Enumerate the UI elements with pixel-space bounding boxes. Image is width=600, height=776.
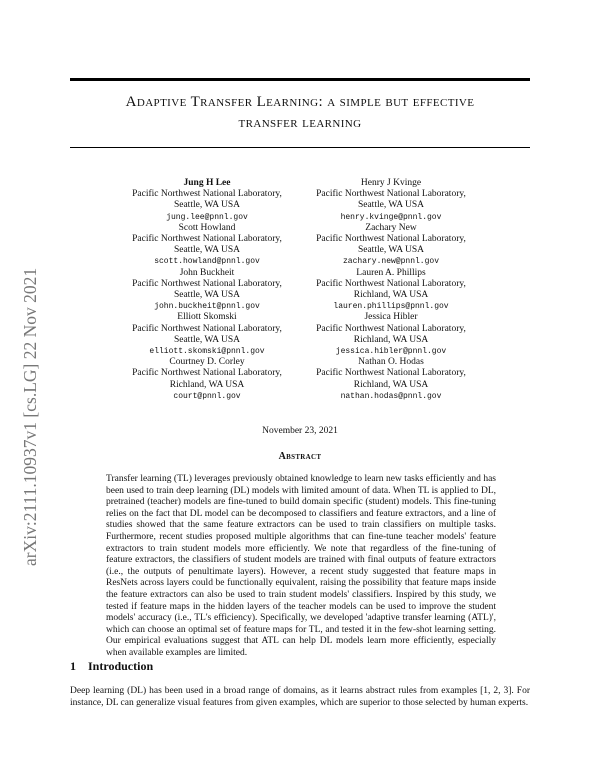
author-location: Seattle, WA USA bbox=[173, 245, 241, 256]
author-affiliation: Pacific Northwest National Laboratory, bbox=[316, 234, 466, 245]
author-location: Seattle, WA USA bbox=[357, 200, 425, 211]
author-name: Lauren A. Phillips bbox=[356, 267, 426, 278]
author-block bbox=[112, 357, 302, 402]
author-name: Zachary New bbox=[365, 222, 417, 233]
author-affiliation: Pacific Northwest National Laboratory, bbox=[132, 368, 282, 379]
author-name: Courtney D. Corley bbox=[169, 357, 245, 368]
author-email: court@pnnl.gov bbox=[173, 391, 241, 401]
author-affiliation: Pacific Northwest National Laboratory, bbox=[132, 189, 282, 200]
author-email: zachary.new@pnnl.gov bbox=[342, 257, 439, 267]
author-name: John Buckheit bbox=[179, 267, 235, 278]
title-bottom-rule bbox=[70, 147, 530, 148]
author-email: lauren.phillips@pnnl.gov bbox=[333, 302, 449, 312]
author-block bbox=[112, 178, 302, 223]
author-name: Jung H Lee bbox=[183, 178, 231, 188]
author-name: Scott Howland bbox=[178, 222, 236, 233]
section-title: Introduction bbox=[88, 659, 154, 673]
author-location: Richland, WA USA bbox=[353, 290, 429, 301]
author-affiliation: Pacific Northwest National Laboratory, bbox=[316, 189, 466, 200]
title-top-rule bbox=[70, 78, 530, 81]
author-location: Richland, WA USA bbox=[169, 379, 245, 390]
author-block bbox=[296, 312, 486, 357]
author-email: nathan.hodas@pnnl.gov bbox=[340, 391, 442, 401]
publication-date: November 23, 2021 bbox=[262, 426, 338, 436]
arxiv-identifier: arXiv:2111.10937v1 [cs.LG] 22 Nov 2021 bbox=[20, 267, 40, 566]
author-location: Richland, WA USA bbox=[353, 379, 429, 390]
authors-right-column bbox=[296, 178, 486, 402]
authors-left-column bbox=[112, 178, 302, 402]
author-block bbox=[112, 223, 302, 268]
author-email: henry.kvinge@pnnl.gov bbox=[340, 212, 442, 222]
author-block bbox=[112, 312, 302, 357]
author-affiliation: Pacific Northwest National Laboratory, bbox=[316, 368, 466, 379]
author-email: john.buckheit@pnnl.gov bbox=[154, 302, 260, 312]
intro-paragraph: Deep learning (DL) has been used in a broad range of domains, as it learns abstract rules from examples [1, 2, 3]. For instance, DL can generalize visual features from given examples, which are superior to those selected by human experts. bbox=[70, 686, 530, 708]
author-affiliation: Pacific Northwest National Laboratory, bbox=[132, 234, 282, 245]
abstract-text: Transfer learning (TL) leverages previously obtained knowledge to learn new tasks efficiently and has been used to train deep learning (DL) models with limited amount of data. When TL is applied to DL, pretrained (teacher) models are fine-tuned to build domain specific (student) models. This fine-tuning relies on the fact that DL model can be decomposed to classifiers and feature extractors, and a line of studies showed that the same feature extractors can be used to train classifiers on multiple tasks. Furthermore, recent studies proposed multiple algorithms that can fine-tune teacher models' feature extractors to train student models more efficiently. We note that regardless of the fine-tuning of feature extractors, the classifiers of student models are trained with final outputs of feature extractors (i.e., the outputs of penultimate layers). However, a recent study suggested that feature maps in ResNets across layers could be functionally equivalent, raising the possibility that feature maps inside the feature extractors can also be used to train student models' classifiers. Inspired by this study, we tested if feature maps in the hidden layers of the teacher models can be used to improve the student models' accuracy (i.e., TL's efficiency). Specifically, we developed 'adaptive transfer learning (ATL)', which can choose an optimal set of feature maps for TL, and tested it in the few-shot learning setting. Our empirical evaluations suggest that ATL can help DL models learn more efficiently, especially when available examples are limited. bbox=[106, 474, 496, 658]
author-affiliation: Pacific Northwest National Laboratory, bbox=[132, 323, 282, 334]
author-block bbox=[296, 268, 486, 313]
author-location: Seattle, WA USA bbox=[173, 334, 241, 345]
author-location: Seattle, WA USA bbox=[173, 200, 241, 211]
author-email: jung.lee@pnnl.gov bbox=[166, 212, 248, 222]
author-email: scott.howland@pnnl.gov bbox=[154, 257, 260, 267]
author-location: Richland, WA USA bbox=[353, 334, 429, 345]
paper-title bbox=[70, 92, 530, 134]
author-block bbox=[296, 178, 486, 223]
title-line-2: transfer learning bbox=[238, 115, 362, 131]
section-number: 1 bbox=[70, 659, 76, 673]
title-line-1: Adaptive Transfer Learning: a simple but effective bbox=[125, 94, 475, 110]
author-name: Henry J Kvinge bbox=[360, 178, 422, 188]
author-block bbox=[112, 268, 302, 313]
author-name: Nathan O. Hodas bbox=[358, 357, 424, 368]
author-name: Elliott Skomski bbox=[177, 312, 237, 323]
author-affiliation: Pacific Northwest National Laboratory, bbox=[132, 278, 282, 289]
author-block bbox=[296, 223, 486, 268]
abstract-heading: Abstract bbox=[278, 451, 322, 462]
author-name: Jessica Hibler bbox=[364, 312, 418, 323]
author-affiliation: Pacific Northwest National Laboratory, bbox=[316, 323, 466, 334]
section-heading bbox=[70, 659, 153, 674]
author-email: jessica.hibler@pnnl.gov bbox=[335, 347, 447, 357]
author-email: elliott.skomski@pnnl.gov bbox=[149, 347, 265, 357]
author-affiliation: Pacific Northwest National Laboratory, bbox=[316, 278, 466, 289]
author-location: Seattle, WA USA bbox=[173, 290, 241, 301]
author-block bbox=[296, 357, 486, 402]
author-location: Seattle, WA USA bbox=[357, 245, 425, 256]
